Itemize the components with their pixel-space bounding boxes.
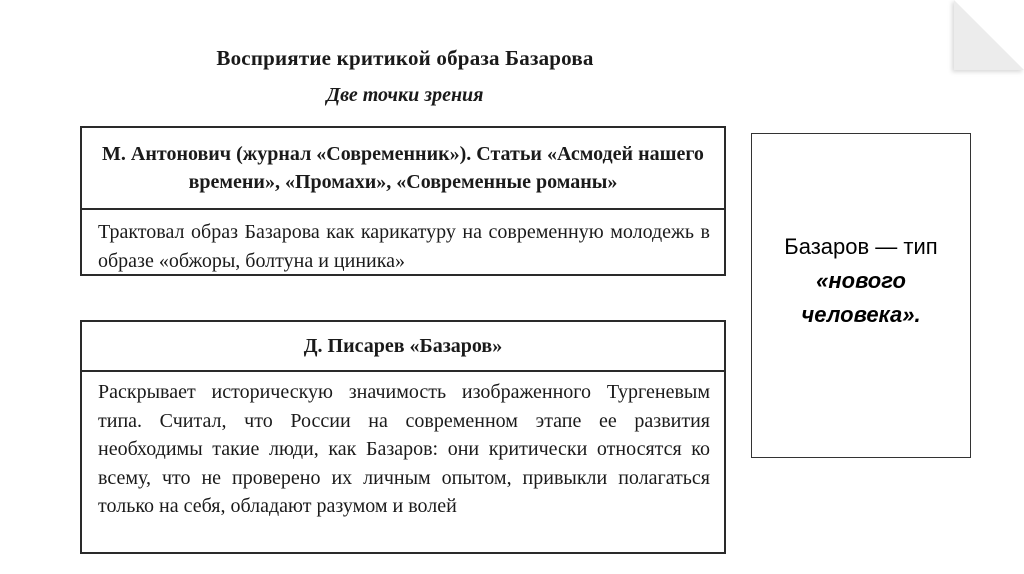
- conclusion-line-2: «нового: [816, 268, 906, 293]
- page-subtitle: Две точки зрения: [326, 84, 484, 106]
- conclusion-box: [751, 133, 971, 458]
- page-corner-fold: [954, 0, 1024, 70]
- pisarev-body: Раскрывает историческую значимость изображенного Тургеневым типа. Считал, что России на современном этапе ее развития необходимы такие люди, как Базаров: они критически относятся ко всему, что не проверено их личным опытом, привыкли полагаться только на себя, обладают разумом и волей: [98, 381, 710, 517]
- antonovich-block: [80, 126, 726, 276]
- antonovich-body: Трактовал образ Базарова как карикатуру на современную молодежь в образе «обжоры, болтуна и циника»: [98, 221, 710, 272]
- conclusion-text: [752, 230, 970, 332]
- pisarev-header: Д. Писарев «Базаров»: [82, 322, 724, 372]
- conclusion-line-1: Базаров — тип: [784, 234, 938, 259]
- page-title: Восприятие критикой образа Базарова: [216, 46, 594, 70]
- pisarev-block: [80, 320, 726, 554]
- antonovich-header: М. Антонович (журнал «Современник»). Статьи «Асмодей нашего времени», «Промахи», «Современные романы»: [82, 128, 724, 210]
- conclusion-line-3: человека».: [801, 302, 921, 327]
